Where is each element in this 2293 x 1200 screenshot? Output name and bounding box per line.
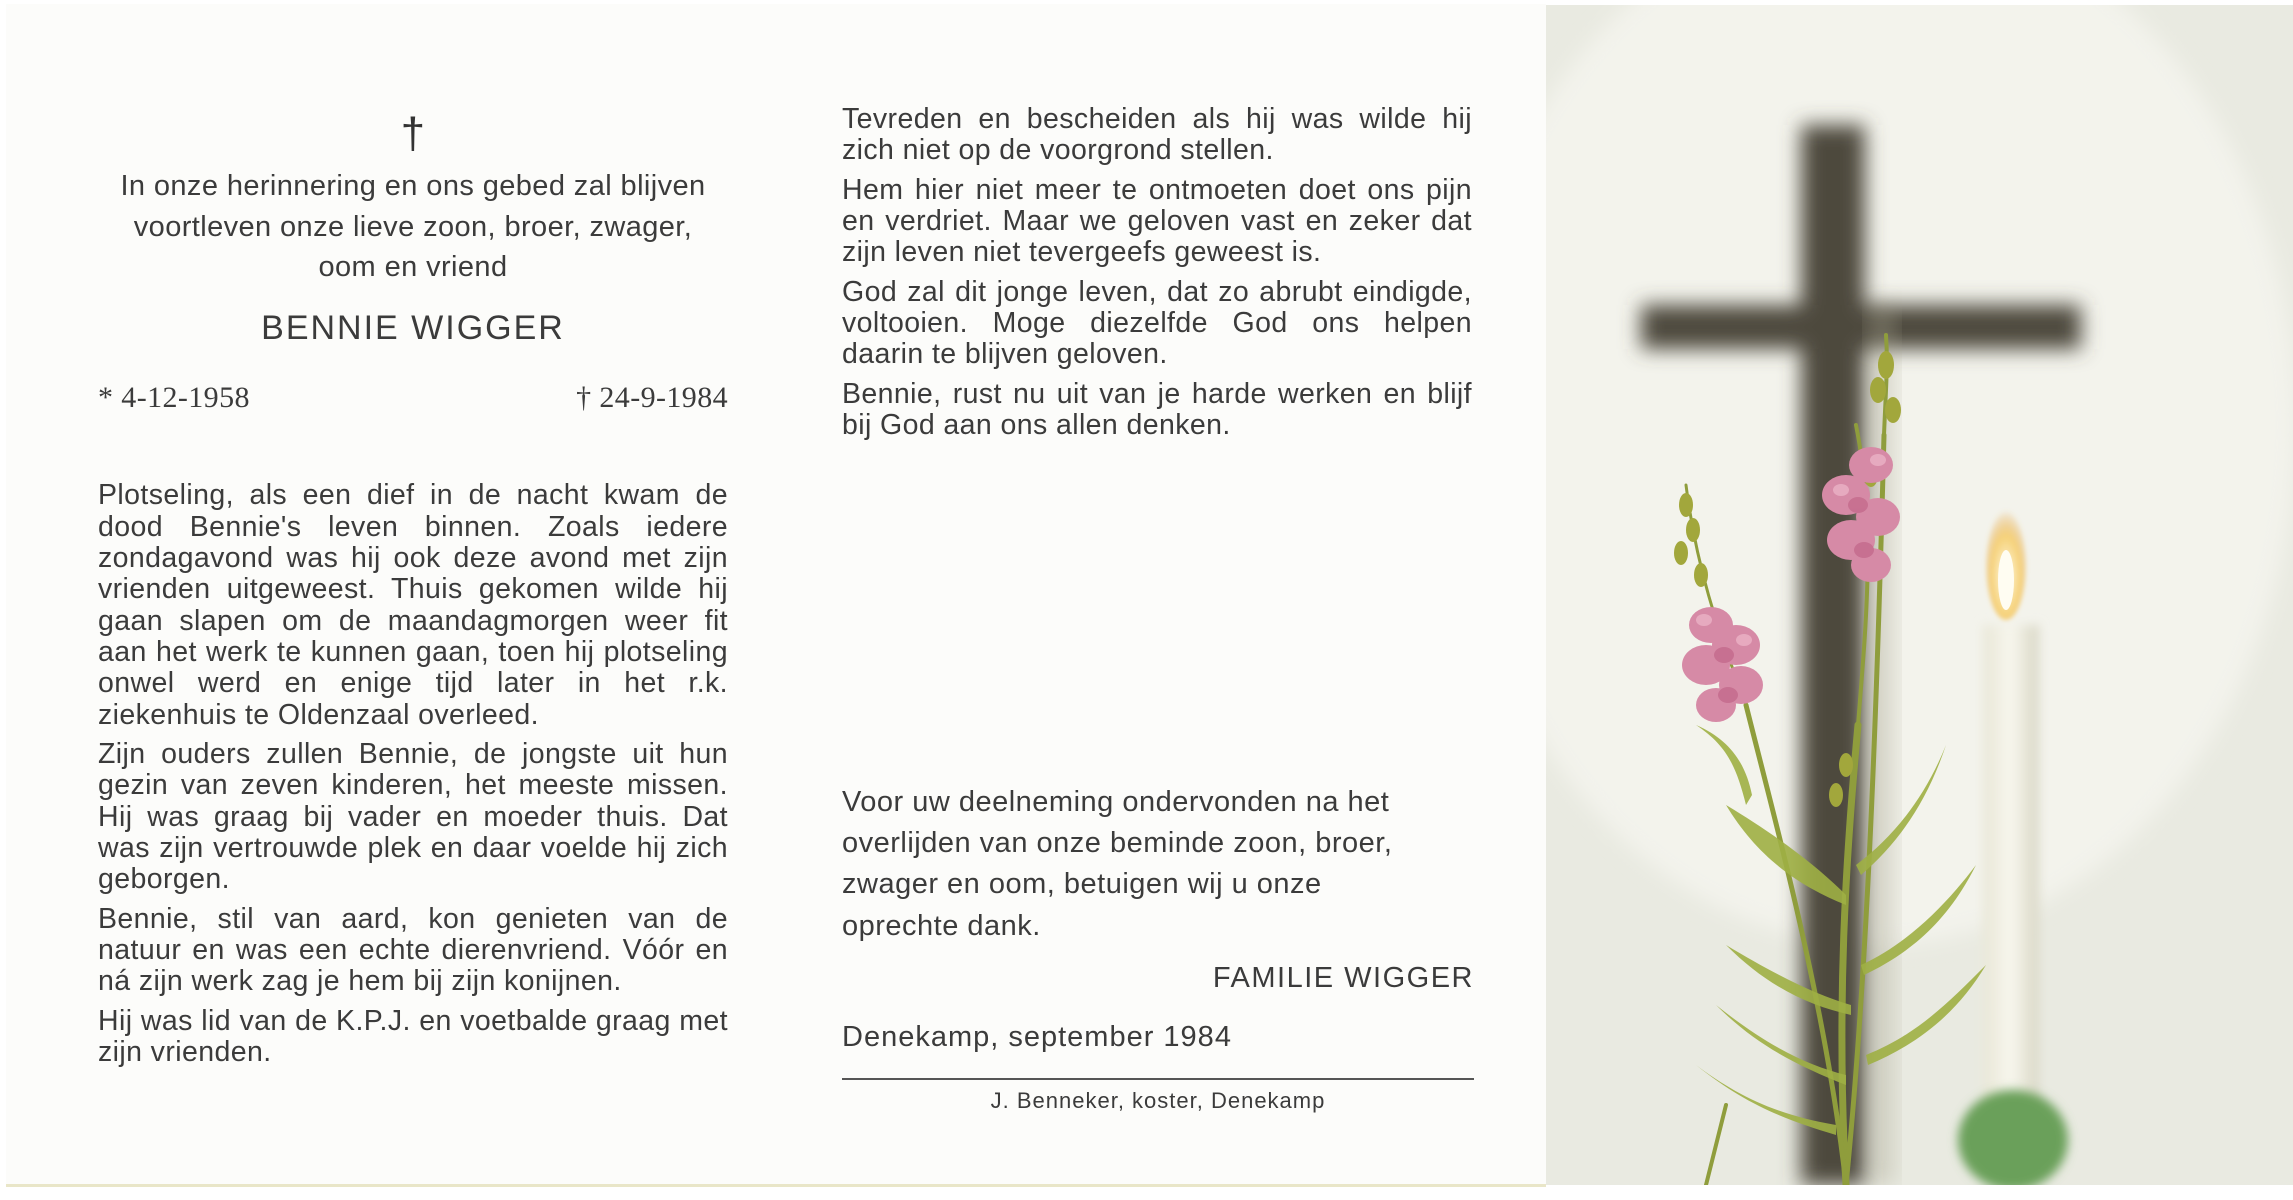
- left-column: [98, 109, 728, 1076]
- tribute-paragraph: Tevreden en bescheiden als hij was wilde hij zich niet op de voorgrond stellen.: [842, 103, 1472, 167]
- cross-flower-photo: [1546, 5, 2293, 1185]
- memorial-card: [6, 4, 1546, 1187]
- biography: [98, 480, 728, 1068]
- biography-paragraph: Zijn ouders zullen Bennie, de jongste uit hun gezin van zeven kinderen, het meeste missen. Hij was graag bij vader en moeder thuis. Dat was zijn vertrouwde plek en daar voelde hij zich geborgen.: [98, 737, 728, 896]
- deceased-name: BENNIE WIGGER: [261, 308, 565, 347]
- right-column: [842, 104, 1472, 449]
- thanks-line: overlijden van onze beminde zoon, broer,: [842, 827, 1393, 860]
- life-dates: [98, 381, 728, 414]
- divider: [842, 1078, 1474, 1080]
- place-date: Denekamp, september 1984: [842, 1021, 1232, 1053]
- intro-line: In onze herinnering en ons gebed zal blijven: [120, 170, 706, 202]
- photo-illustration: [1546, 5, 2293, 1185]
- tribute-paragraph: Bennie, rust nu uit van je harde werken en blijf bij God aan ons allen denken.: [842, 377, 1472, 442]
- tribute-paragraph: Hem hier niet meer te ontmoeten doet ons pijn en verdriet. Maar we geloven vast en zeker dat zijn leven niet tevergeefs geweest is.: [842, 173, 1472, 269]
- cross-symbol: †: [400, 109, 426, 158]
- thanks-line: zwager en oom, betuigen wij u onze: [842, 868, 1322, 901]
- biography-paragraph: Hij was lid van de K.P.J. en voetbalde graag met zijn vrienden.: [98, 1004, 728, 1069]
- birth-date: * 4-12-1958: [98, 381, 250, 415]
- thanks-line: Voor uw deelneming ondervonden na het: [842, 786, 1390, 818]
- intro-line: voortleven onze lieve zoon, broer, zwager,: [133, 210, 693, 243]
- death-date: † 24-9-1984: [576, 381, 728, 415]
- biography-paragraph: Bennie, stil van aard, kon genieten van de natuur en was een echte dierenvriend. Vóór en ná zijn werk zag je hem bij zijn konijnen.: [98, 902, 728, 998]
- thanks-line: oprechte dank.: [842, 909, 1041, 942]
- intro-line: oom en vriend: [318, 251, 508, 284]
- tribute-paragraph: God zal dit jonge leven, dat zo abrubt eindigde, voltooien. Moge diezelfde God ons helpen daarin te blijven geloven.: [842, 275, 1472, 371]
- biography-paragraph: Plotseling, als een dief in de nacht kwam de dood Bennie's leven binnen. Zoals iedere zondagavond was hij ook deze avond met zijn vrienden uitgeweest. Thuis gekomen wilde hij gaan slapen om de maandagmorgen weer fit aan het werk te kunnen gaan, toen hij plotseling onwel werd en enige tijd later in het r.k. ziekenhuis te Oldenzaal overleed.: [98, 479, 728, 731]
- family-signature: FAMILIE WIGGER: [1212, 962, 1474, 994]
- thanks-text: [842, 782, 1474, 947]
- intro-text: [98, 166, 728, 288]
- printer-credit: J. Benneker, koster, Denekamp: [990, 1088, 1326, 1113]
